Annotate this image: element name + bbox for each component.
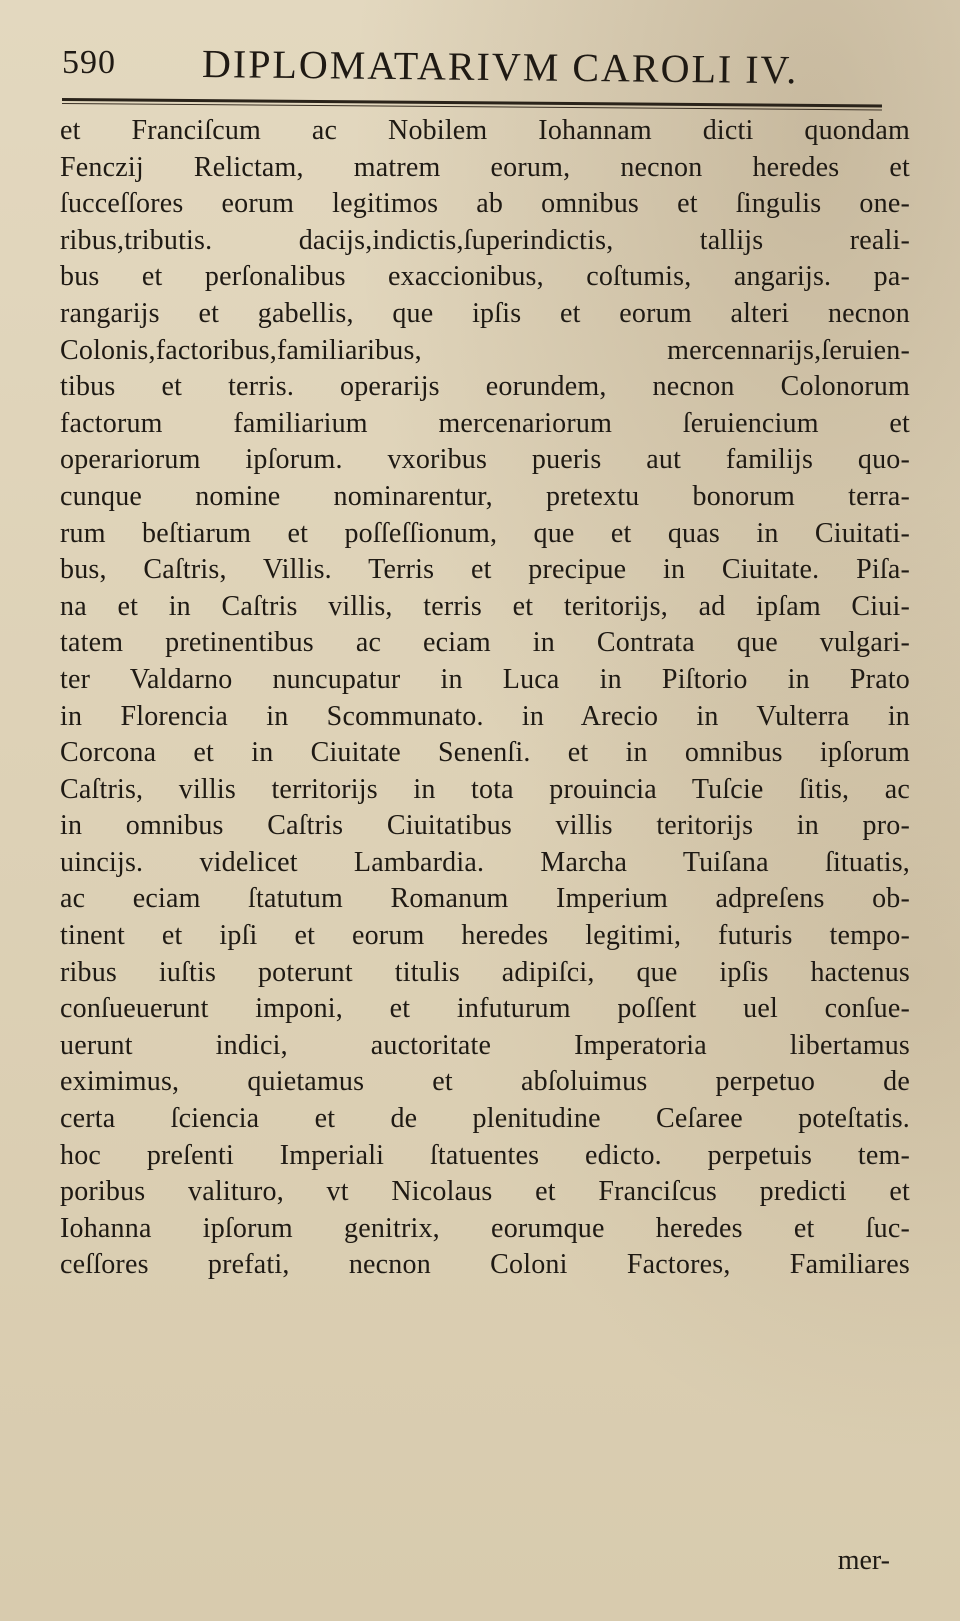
text-line: Fenczij Relictam, matrem eorum, necnon heredes et xyxy=(60,151,910,183)
text-line: bus, Caſtris, Villis. Terris et precipue in Ciuitate. Piſa- xyxy=(60,554,910,586)
text-line: ribus iuſtis poterunt titulis adipiſci, que ipſis hactenus xyxy=(60,956,910,988)
text-line: tibus et terris. operarijs eorundem, necnon Colonorum xyxy=(60,371,910,403)
text-line: uincijs. videlicet Lambardia. Marcha Tuiſana ſituatis, xyxy=(60,846,910,878)
catchword: mer- xyxy=(837,1545,890,1576)
text-line: in omnibus Caſtris Ciuitatibus villis teritorijs in pro- xyxy=(60,810,910,842)
text-line: tinent et ipſi et eorum heredes legitimi, futuris tempo- xyxy=(60,920,910,952)
text-line: ribus,tributis. dacijs,indictis,ſuperindictis, tallijs reali- xyxy=(60,224,910,256)
text-line: Colonis,factoribus,familiaribus, mercennarijs,ſeruien- xyxy=(60,334,910,366)
text-line: na et in Caſtris villis, terris et teritorijs, ad ipſam Ciui- xyxy=(60,590,910,622)
text-line: eximimus, quietamus et abſoluimus perpetuo de xyxy=(60,1066,910,1098)
running-title: DIPLOMATARIVM CAROLI IV. xyxy=(201,41,799,93)
text-line: uerunt indici, auctoritate Imperatoria libertamus xyxy=(60,1029,910,1061)
text-line: ceſſores prefati, necnon Coloni Factores, Familiares xyxy=(60,1249,910,1281)
text-line: hoc preſenti Imperiali ſtatuentes edicto. perpetuis tem- xyxy=(60,1139,910,1171)
body-text xyxy=(60,113,910,1284)
text-line: tatem pretinentibus ac eciam in Contrata que vulgari- xyxy=(60,627,910,659)
text-line: Corcona et in Ciuitate Senenſi. et in omnibus ipſorum xyxy=(60,737,910,769)
text-line: factorum familiarium mercenariorum ſeruiencium et xyxy=(60,407,910,439)
text-line: rangarijs et gabellis, que ipſis et eorum alteri necnon xyxy=(60,297,910,329)
text-line: bus et perſonalibus exaccionibus, coſtumis, angarijs. pa- xyxy=(60,261,910,293)
text-line: ſucceſſores eorum legitimos ab omnibus et ſingulis one- xyxy=(60,188,910,220)
text-line: certa ſciencia et de plenitudine Ceſaree poteſtatis. xyxy=(60,1103,910,1135)
text-line: Iohanna ipſorum genitrix, eorumque heredes et ſuc- xyxy=(60,1212,910,1244)
text-line: operariorum ipſorum. vxoribus pueris aut familijs quo- xyxy=(60,444,910,476)
text-line: cunque nomine nominarentur, pretextu bonorum terra- xyxy=(60,480,910,512)
page-header xyxy=(62,40,892,98)
text-line: ac eciam ſtatutum Romanum Imperium adpreſens ob- xyxy=(60,883,910,915)
text-line: poribus valituro, vt Nicolaus et Franciſcus predicti et xyxy=(60,1176,910,1208)
text-line: in Florencia in Scommunato. in Arecio in Vulterra in xyxy=(60,700,910,732)
text-line: conſueuerunt imponi, et infuturum poſſent uel conſue- xyxy=(60,993,910,1025)
text-line: rum beſtiarum et poſſeſſionum, que et quas in Ciuitati- xyxy=(60,517,910,549)
text-line: et Franciſcum ac Nobilem Iohannam dicti quondam xyxy=(60,115,910,146)
text-line: Caſtris, villis territorijs in tota prouincia Tuſcie ſitis, ac xyxy=(60,773,910,805)
page-number: 590 xyxy=(62,44,116,81)
text-line: ter Valdarno nuncupatur in Luca in Piſtorio in Prato xyxy=(60,663,910,695)
